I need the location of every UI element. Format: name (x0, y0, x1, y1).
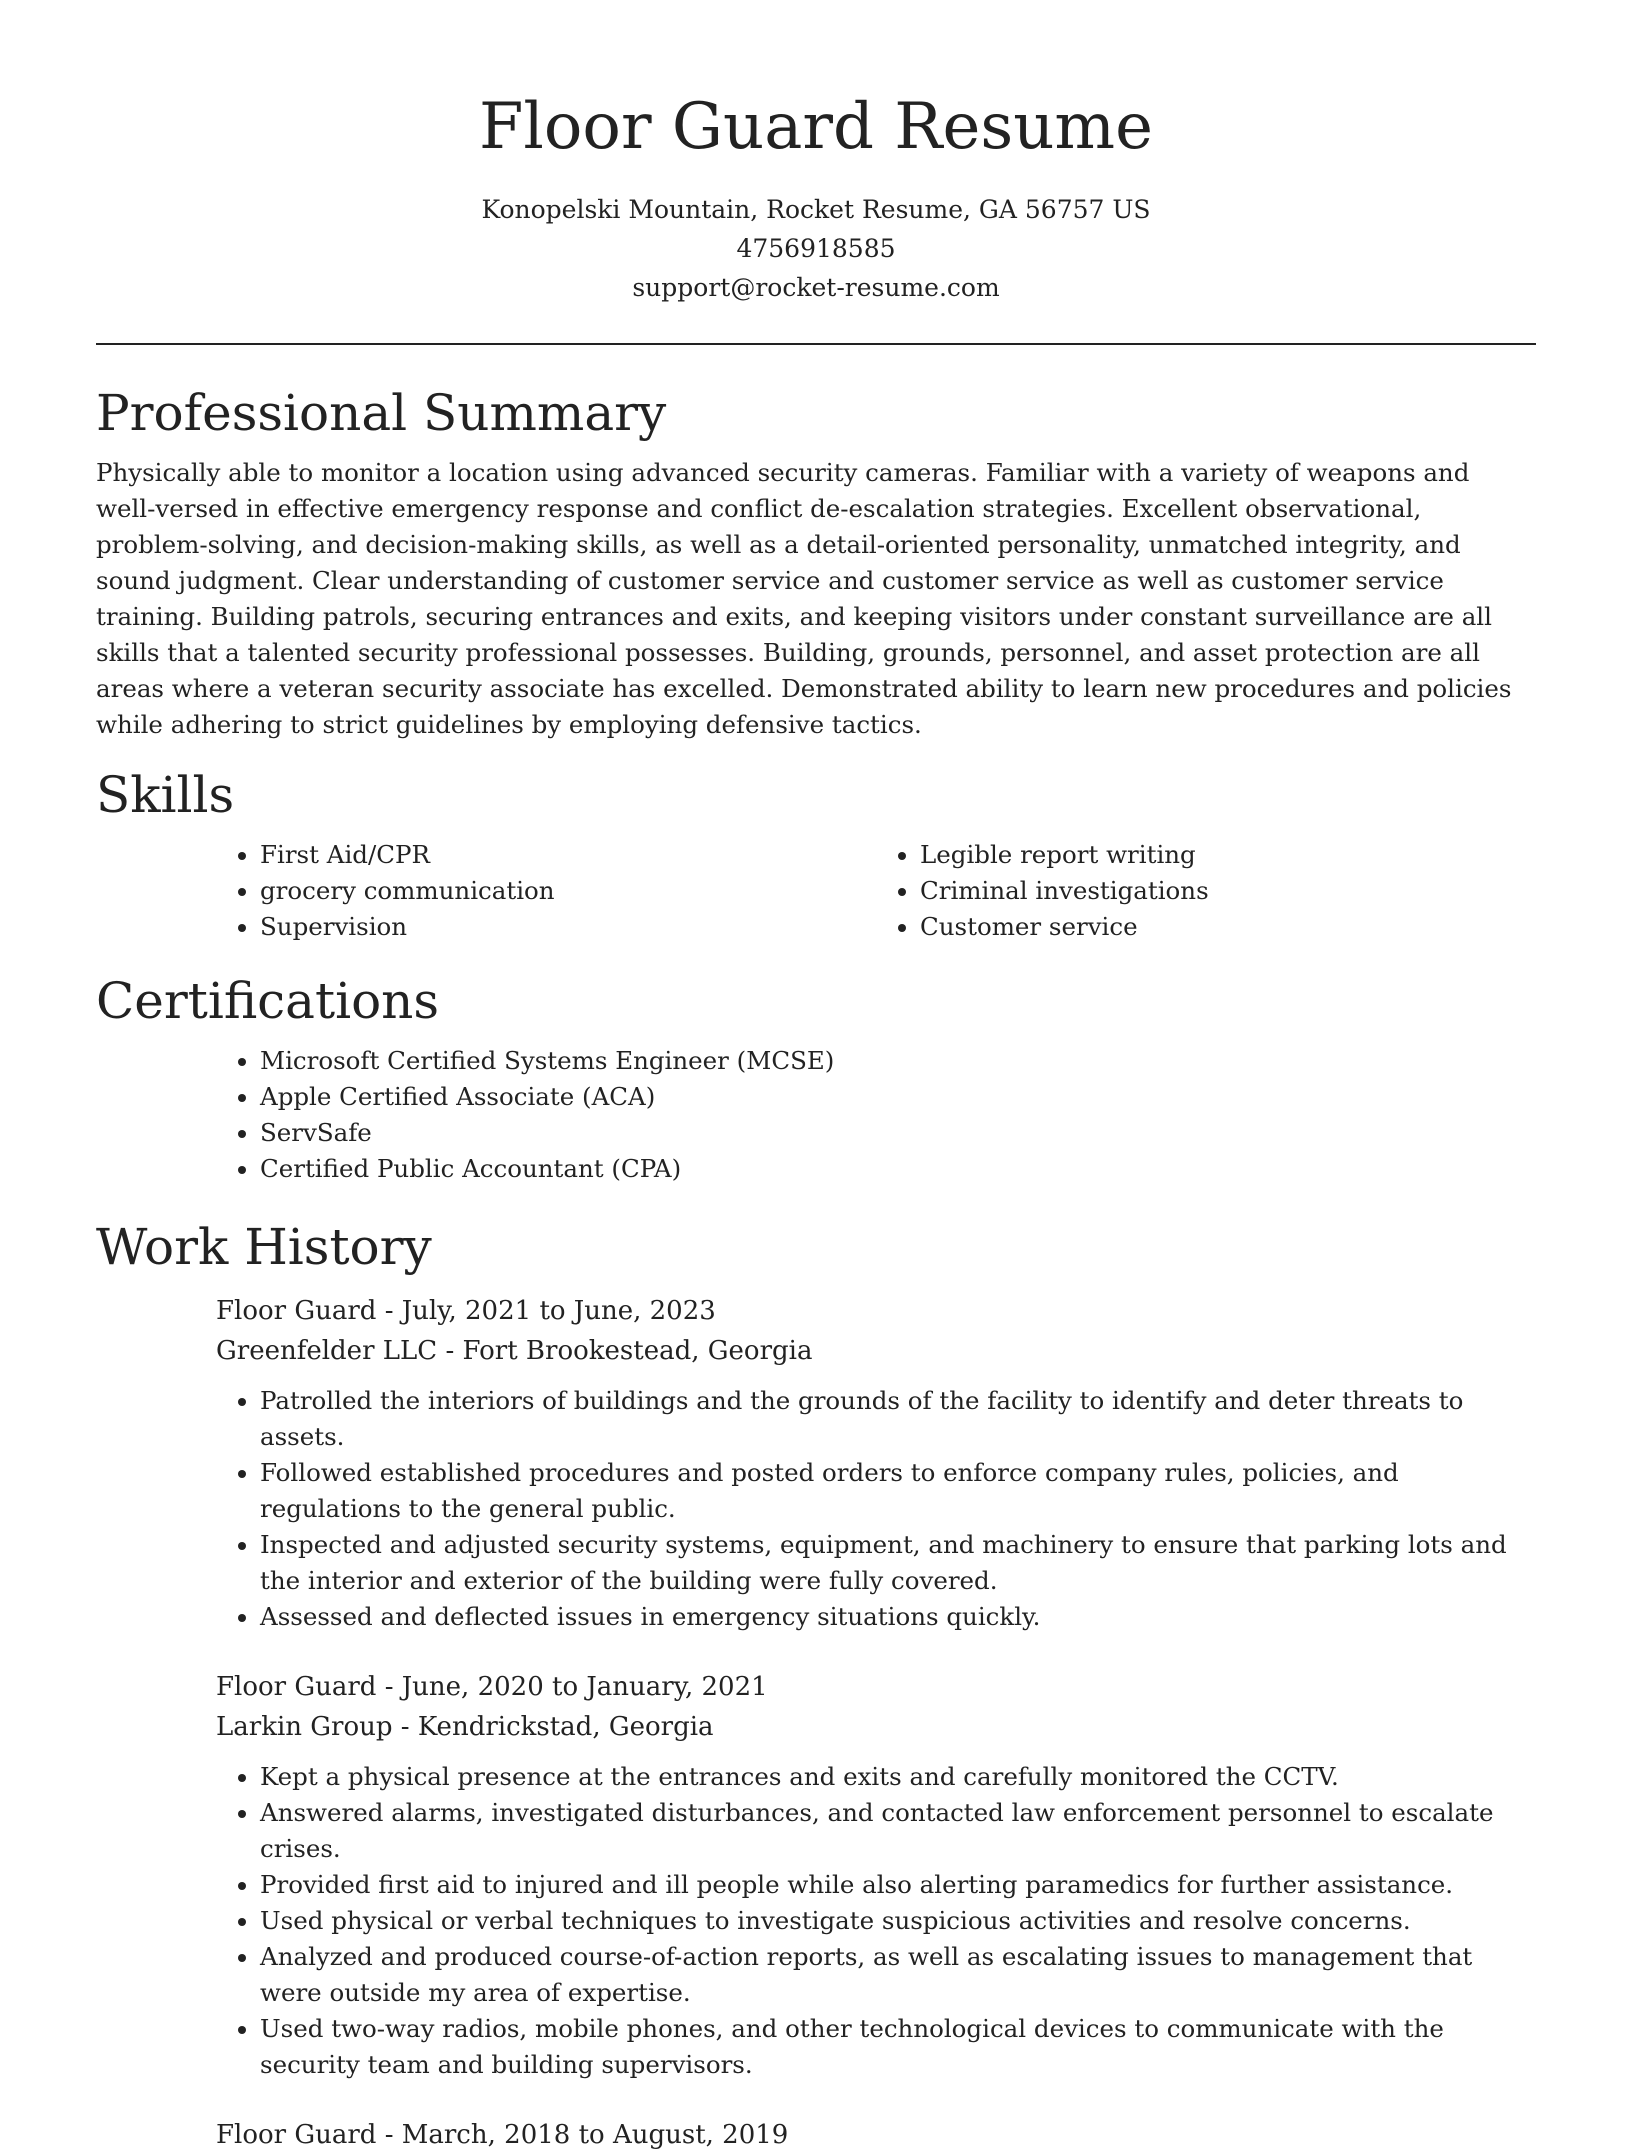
certification-item: • ServSafe (260, 1115, 1536, 1151)
certifications-list (216, 1043, 1536, 1187)
summary-heading: Professional Summary (96, 384, 667, 442)
job-entry (216, 1291, 1536, 1635)
job-duty: • Used two-way radios, mobile phones, and other technological devices to communicate with the security team and building supervisors. (260, 2011, 1536, 2083)
certifications-heading: Certifications (96, 972, 440, 1030)
job-duty: • Patrolled the interiors of buildings and the grounds of the facility to identify and deter threats to assets. (260, 1383, 1536, 1455)
contact-email: support@rocket-resume.com (632, 273, 1000, 302)
resume-header (96, 0, 1536, 307)
header-divider (96, 343, 1536, 345)
job-duty: • Provided first aid to injured and ill people while also alerting paramedics for further assistance. (260, 1867, 1536, 1903)
certification-item: • Apple Certified Associate (ACA) (260, 1079, 1536, 1115)
job-duty: • Followed established procedures and posted orders to enforce company rules, policies, and regulations to the general public. (260, 1455, 1536, 1527)
contact-info (96, 190, 1536, 307)
job-entry (216, 2115, 1536, 2155)
job-duty: • Assessed and deflected issues in emergency situations quickly. (260, 1599, 1536, 1635)
skill-item: • Legible report writing (920, 837, 1536, 873)
job-duty: • Kept a physical presence at the entrances and exits and carefully monitored the CCTV. (260, 1759, 1536, 1795)
job-duty: • Used physical or verbal techniques to investigate suspicious activities and resolve concerns. (260, 1903, 1536, 1939)
resume-title: Floor Guard Resume (479, 90, 1153, 164)
skill-item: • Criminal investigations (920, 873, 1536, 909)
skill-item: • Customer service (920, 909, 1536, 945)
job-duties-list (216, 1383, 1536, 1635)
job-title-dates: Floor Guard - March, 2018 to August, 2019 (216, 2120, 789, 2150)
skills-list (216, 837, 1536, 945)
job-title-dates: Floor Guard - July, 2021 to June, 2023 (216, 1296, 716, 1326)
job-duty: • Analyzed and produced course-of-action reports, as well as escalating issues to management that were outside my area of expertise. (260, 1939, 1536, 2011)
work-history-heading: Work History (96, 1218, 432, 1276)
certification-item: • Microsoft Certified Systems Engineer (MCSE) (260, 1043, 1536, 1079)
job-entry (216, 1667, 1536, 2083)
job-duty: • Inspected and adjusted security systems, equipment, and machinery to ensure that parking lots and the interior and exterior of the building were fully covered. (260, 1527, 1536, 1599)
certification-item: • Certified Public Accountant (CPA) (260, 1151, 1536, 1187)
job-duty: • Answered alarms, investigated disturbances, and contacted law enforcement personnel to escalate crises. (260, 1795, 1536, 1867)
skill-item: • First Aid/CPR (260, 837, 876, 873)
contact-address: Konopelski Mountain, Rocket Resume, GA 56757 US (481, 195, 1151, 224)
skills-column-right (876, 837, 1536, 945)
job-company-location: Larkin Group - Kendrickstad, Georgia (216, 1712, 714, 1742)
job-duties-list (216, 1759, 1536, 2083)
skill-item: • grocery communication (260, 873, 876, 909)
skills-column-left (216, 837, 876, 945)
summary-text: Physically able to monitor a location using advanced security cameras. Familiar with a variety of weapons and well-versed in effective emergency response and conflict de-escalation strategies. Excellent observational, problem-solving, and decision-making skills, as well as a detail-oriented personality, unmatched integrity, and sound judgment. Clear understanding of customer service and customer service as well as customer service training. Building patrols, securing entrances and exits, and keeping visitors under constant surveillance are all skills that a talented security professional possesses. Building, grounds, personnel, and asset protection are all areas where a veteran security associate has excelled. Demonstrated ability to learn new procedures and policies while adhering to strict guidelines by employing defensive tactics. (96, 458, 1512, 739)
skills-heading: Skills (96, 766, 235, 824)
resume-page (96, 0, 1536, 2155)
contact-phone: 4756918585 (736, 234, 896, 263)
job-title-dates: Floor Guard - June, 2020 to January, 2021 (216, 1672, 768, 1702)
skill-item: • Supervision (260, 909, 876, 945)
job-company-location: Greenfelder LLC - Fort Brookestead, Georgia (216, 1336, 813, 1366)
